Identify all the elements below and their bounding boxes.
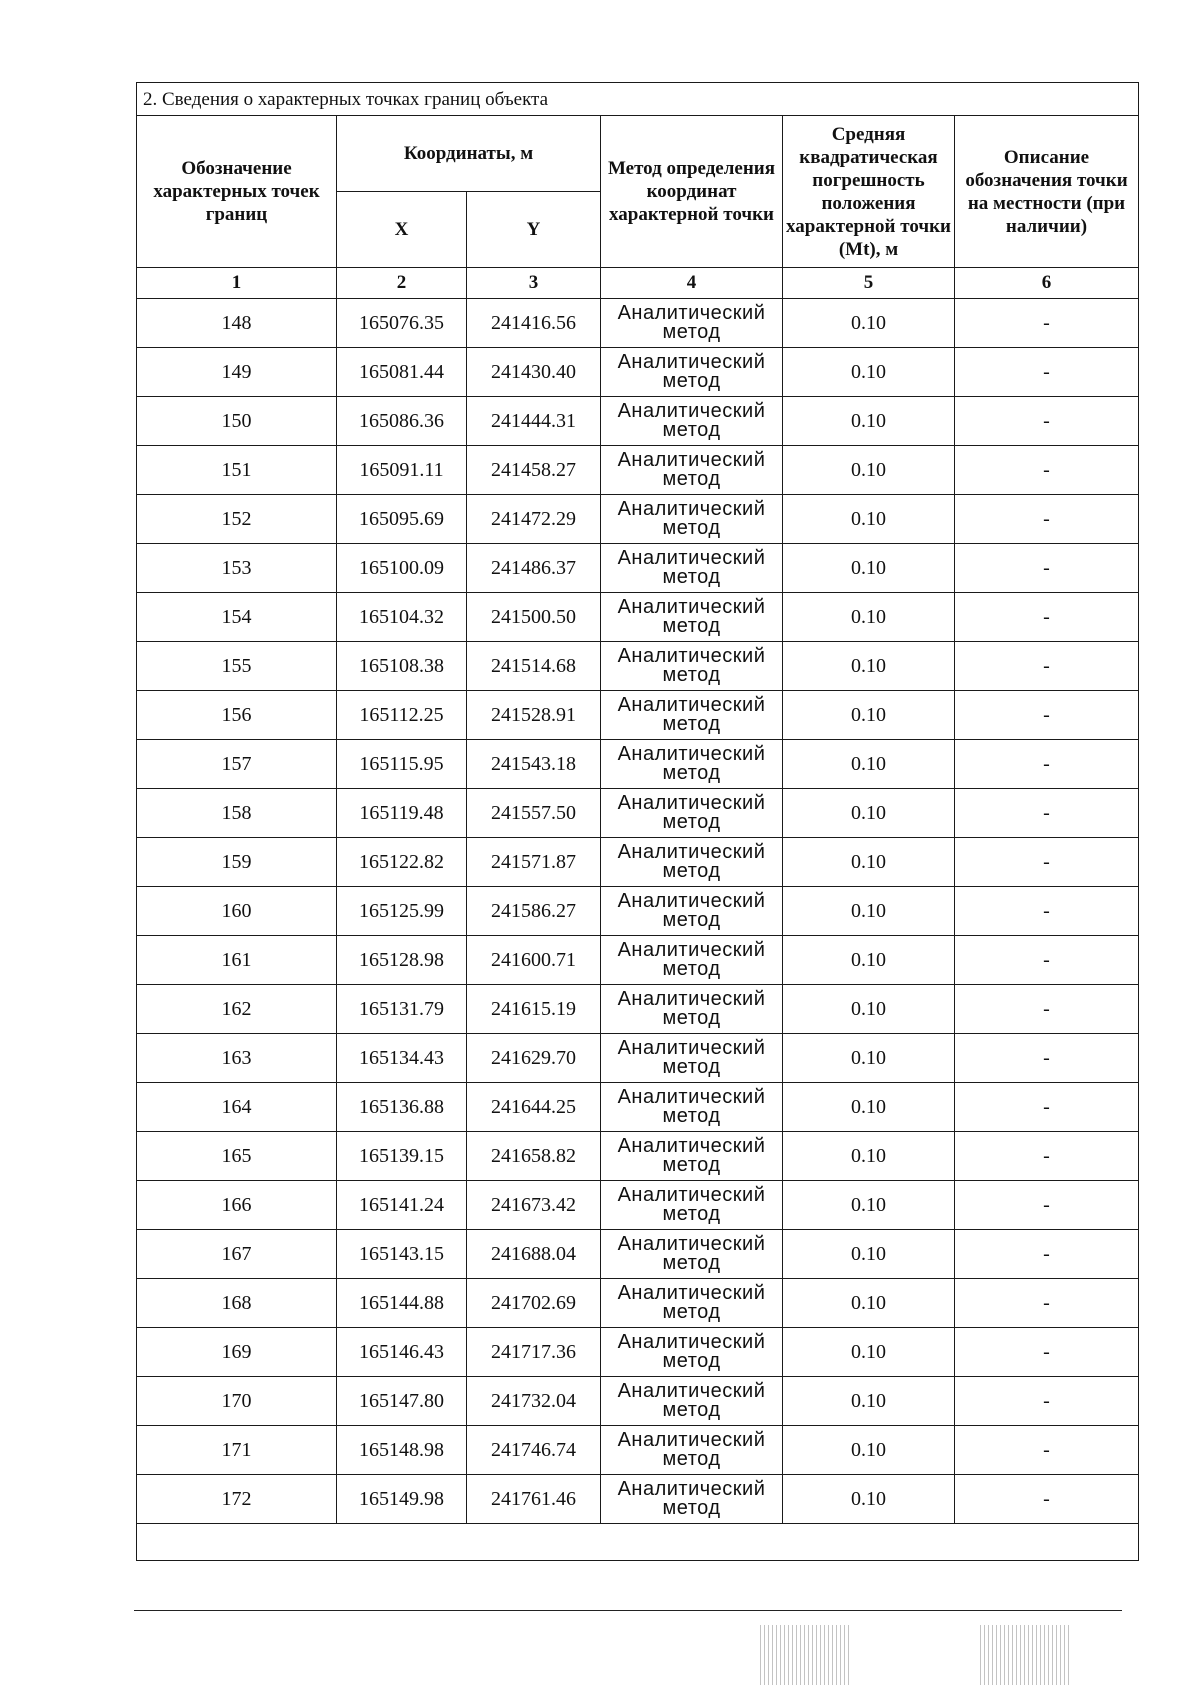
error-cell: 0.10: [783, 887, 955, 936]
y-coordinate-cell: 241702.69: [467, 1279, 601, 1328]
y-coordinate-cell: 241430.40: [467, 348, 601, 397]
table-row: [137, 1230, 1139, 1279]
method-cell: Аналитический метод: [601, 1426, 783, 1475]
method-cell: Аналитический метод: [601, 1132, 783, 1181]
x-coordinate-cell: 165128.98: [337, 936, 467, 985]
point-cell: 171: [137, 1426, 337, 1475]
error-cell: 0.10: [783, 1377, 955, 1426]
header-coordinates: Координаты, м: [337, 116, 601, 192]
description-cell: -: [955, 348, 1139, 397]
description-cell: -: [955, 789, 1139, 838]
y-coordinate-cell: 241600.71: [467, 936, 601, 985]
table-row: [137, 397, 1139, 446]
x-coordinate-cell: 165119.48: [337, 789, 467, 838]
method-cell: Аналитический метод: [601, 1083, 783, 1132]
point-cell: 150: [137, 397, 337, 446]
description-cell: -: [955, 1377, 1139, 1426]
table-row: [137, 887, 1139, 936]
table-row: [137, 446, 1139, 495]
point-cell: 169: [137, 1328, 337, 1377]
y-coordinate-cell: 241761.46: [467, 1475, 601, 1524]
method-cell: Аналитический метод: [601, 397, 783, 446]
point-cell: 170: [137, 1377, 337, 1426]
column-number: 5: [783, 268, 955, 299]
x-coordinate-cell: 165141.24: [337, 1181, 467, 1230]
x-coordinate-cell: 165147.80: [337, 1377, 467, 1426]
error-cell: 0.10: [783, 789, 955, 838]
method-cell: Аналитический метод: [601, 789, 783, 838]
method-cell: Аналитический метод: [601, 887, 783, 936]
y-coordinate-cell: 241615.19: [467, 985, 601, 1034]
boundary-points-table: [136, 82, 1139, 1561]
table-row: [137, 985, 1139, 1034]
points-sheet: [136, 82, 1138, 1561]
table-row: [137, 1034, 1139, 1083]
y-coordinate-cell: 241629.70: [467, 1034, 601, 1083]
description-cell: -: [955, 1328, 1139, 1377]
table-row: [137, 1083, 1139, 1132]
table-row: [137, 544, 1139, 593]
y-coordinate-cell: 241717.36: [467, 1328, 601, 1377]
point-cell: 160: [137, 887, 337, 936]
x-coordinate-cell: 165148.98: [337, 1426, 467, 1475]
description-cell: -: [955, 985, 1139, 1034]
point-cell: 159: [137, 838, 337, 887]
y-coordinate-cell: 241688.04: [467, 1230, 601, 1279]
table-row: [137, 348, 1139, 397]
x-coordinate-cell: 165095.69: [337, 495, 467, 544]
point-cell: 161: [137, 936, 337, 985]
y-coordinate-cell: 241458.27: [467, 446, 601, 495]
method-cell: Аналитический метод: [601, 1034, 783, 1083]
x-coordinate-cell: 165146.43: [337, 1328, 467, 1377]
point-cell: 157: [137, 740, 337, 789]
error-cell: 0.10: [783, 691, 955, 740]
method-cell: Аналитический метод: [601, 1181, 783, 1230]
error-cell: 0.10: [783, 544, 955, 593]
x-coordinate-cell: 165139.15: [337, 1132, 467, 1181]
description-cell: -: [955, 936, 1139, 985]
method-cell: Аналитический метод: [601, 299, 783, 348]
y-coordinate-cell: 241416.56: [467, 299, 601, 348]
x-coordinate-cell: 165108.38: [337, 642, 467, 691]
point-cell: 158: [137, 789, 337, 838]
point-cell: 148: [137, 299, 337, 348]
description-cell: -: [955, 838, 1139, 887]
point-cell: 168: [137, 1279, 337, 1328]
x-coordinate-cell: 165131.79: [337, 985, 467, 1034]
description-cell: -: [955, 1181, 1139, 1230]
table-row: [137, 740, 1139, 789]
section-title: 2. Сведения о характерных точках границ объекта: [137, 83, 1139, 116]
header-description: Описание обозначения точки на местности (при наличии): [955, 116, 1139, 268]
description-cell: -: [955, 1083, 1139, 1132]
description-cell: -: [955, 1279, 1139, 1328]
column-number: 6: [955, 268, 1139, 299]
method-cell: Аналитический метод: [601, 1377, 783, 1426]
error-cell: 0.10: [783, 1279, 955, 1328]
description-cell: -: [955, 1132, 1139, 1181]
column-number: 3: [467, 268, 601, 299]
method-cell: Аналитический метод: [601, 1328, 783, 1377]
method-cell: Аналитический метод: [601, 838, 783, 887]
description-cell: -: [955, 446, 1139, 495]
header-error: Средняя квадратическая погрешность положения характерной точки (Mt), м: [783, 116, 955, 268]
x-coordinate-cell: 165091.11: [337, 446, 467, 495]
point-cell: 153: [137, 544, 337, 593]
x-coordinate-cell: 165104.32: [337, 593, 467, 642]
y-coordinate-cell: 241500.50: [467, 593, 601, 642]
x-coordinate-cell: 165112.25: [337, 691, 467, 740]
empty-footer-row: [137, 1524, 1139, 1561]
header-x: X: [337, 192, 467, 268]
method-cell: Аналитический метод: [601, 642, 783, 691]
table-row: [137, 789, 1139, 838]
table-row: [137, 299, 1139, 348]
x-coordinate-cell: 165122.82: [337, 838, 467, 887]
header-y: Y: [467, 192, 601, 268]
error-cell: 0.10: [783, 1328, 955, 1377]
x-coordinate-cell: 165100.09: [337, 544, 467, 593]
scan-stamp-mark: [760, 1625, 850, 1685]
x-coordinate-cell: 165149.98: [337, 1475, 467, 1524]
point-cell: 154: [137, 593, 337, 642]
point-cell: 155: [137, 642, 337, 691]
method-cell: Аналитический метод: [601, 740, 783, 789]
error-cell: 0.10: [783, 1230, 955, 1279]
description-cell: -: [955, 1475, 1139, 1524]
point-cell: 151: [137, 446, 337, 495]
y-coordinate-cell: 241528.91: [467, 691, 601, 740]
point-cell: 172: [137, 1475, 337, 1524]
method-cell: Аналитический метод: [601, 1230, 783, 1279]
error-cell: 0.10: [783, 985, 955, 1034]
table-row: [137, 495, 1139, 544]
error-cell: 0.10: [783, 1475, 955, 1524]
y-coordinate-cell: 241673.42: [467, 1181, 601, 1230]
method-cell: Аналитический метод: [601, 1475, 783, 1524]
header-point-designation: Обозначение характерных точек границ: [137, 116, 337, 268]
description-cell: -: [955, 1426, 1139, 1475]
description-cell: -: [955, 397, 1139, 446]
y-coordinate-cell: 241586.27: [467, 887, 601, 936]
header-method: Метод определения координат характерной точки: [601, 116, 783, 268]
table-row: [137, 1475, 1139, 1524]
scan-stamp-mark: [980, 1625, 1070, 1685]
point-cell: 152: [137, 495, 337, 544]
table-row: [137, 1426, 1139, 1475]
method-cell: Аналитический метод: [601, 495, 783, 544]
y-coordinate-cell: 241444.31: [467, 397, 601, 446]
error-cell: 0.10: [783, 838, 955, 887]
description-cell: -: [955, 593, 1139, 642]
point-cell: 163: [137, 1034, 337, 1083]
description-cell: -: [955, 887, 1139, 936]
error-cell: 0.10: [783, 1132, 955, 1181]
y-coordinate-cell: 241571.87: [467, 838, 601, 887]
x-coordinate-cell: 165134.43: [337, 1034, 467, 1083]
table-row: [137, 1132, 1139, 1181]
y-coordinate-cell: 241732.04: [467, 1377, 601, 1426]
column-number: 1: [137, 268, 337, 299]
error-cell: 0.10: [783, 1181, 955, 1230]
error-cell: 0.10: [783, 1426, 955, 1475]
x-coordinate-cell: 165115.95: [337, 740, 467, 789]
method-cell: Аналитический метод: [601, 446, 783, 495]
y-coordinate-cell: 241514.68: [467, 642, 601, 691]
table-row: [137, 691, 1139, 740]
error-cell: 0.10: [783, 936, 955, 985]
table-row: [137, 936, 1139, 985]
error-cell: 0.10: [783, 397, 955, 446]
error-cell: 0.10: [783, 446, 955, 495]
table-row: [137, 1181, 1139, 1230]
error-cell: 0.10: [783, 348, 955, 397]
y-coordinate-cell: 241746.74: [467, 1426, 601, 1475]
bottom-rule: [134, 1610, 1122, 1611]
x-coordinate-cell: 165081.44: [337, 348, 467, 397]
y-coordinate-cell: 241472.29: [467, 495, 601, 544]
column-number: 4: [601, 268, 783, 299]
point-cell: 162: [137, 985, 337, 1034]
method-cell: Аналитический метод: [601, 691, 783, 740]
point-cell: 167: [137, 1230, 337, 1279]
point-cell: 156: [137, 691, 337, 740]
description-cell: -: [955, 740, 1139, 789]
point-cell: 164: [137, 1083, 337, 1132]
method-cell: Аналитический метод: [601, 348, 783, 397]
description-cell: -: [955, 642, 1139, 691]
x-coordinate-cell: 165125.99: [337, 887, 467, 936]
y-coordinate-cell: 241658.82: [467, 1132, 601, 1181]
point-cell: 165: [137, 1132, 337, 1181]
table-row: [137, 593, 1139, 642]
error-cell: 0.10: [783, 642, 955, 691]
x-coordinate-cell: 165086.36: [337, 397, 467, 446]
description-cell: -: [955, 495, 1139, 544]
description-cell: -: [955, 544, 1139, 593]
x-coordinate-cell: 165136.88: [337, 1083, 467, 1132]
x-coordinate-cell: 165143.15: [337, 1230, 467, 1279]
point-cell: 149: [137, 348, 337, 397]
table-body: [137, 299, 1139, 1524]
error-cell: 0.10: [783, 1083, 955, 1132]
error-cell: 0.10: [783, 740, 955, 789]
column-number-row: [137, 268, 1139, 299]
y-coordinate-cell: 241486.37: [467, 544, 601, 593]
method-cell: Аналитический метод: [601, 936, 783, 985]
description-cell: -: [955, 1230, 1139, 1279]
column-number: 2: [337, 268, 467, 299]
table-row: [137, 1279, 1139, 1328]
method-cell: Аналитический метод: [601, 593, 783, 642]
y-coordinate-cell: 241543.18: [467, 740, 601, 789]
table-row: [137, 1328, 1139, 1377]
x-coordinate-cell: 165076.35: [337, 299, 467, 348]
table-row: [137, 1377, 1139, 1426]
method-cell: Аналитический метод: [601, 544, 783, 593]
description-cell: -: [955, 1034, 1139, 1083]
table-row: [137, 838, 1139, 887]
y-coordinate-cell: 241557.50: [467, 789, 601, 838]
error-cell: 0.10: [783, 593, 955, 642]
point-cell: 166: [137, 1181, 337, 1230]
error-cell: 0.10: [783, 495, 955, 544]
description-cell: -: [955, 691, 1139, 740]
method-cell: Аналитический метод: [601, 1279, 783, 1328]
table-row: [137, 642, 1139, 691]
x-coordinate-cell: 165144.88: [337, 1279, 467, 1328]
y-coordinate-cell: 241644.25: [467, 1083, 601, 1132]
method-cell: Аналитический метод: [601, 985, 783, 1034]
description-cell: -: [955, 299, 1139, 348]
error-cell: 0.10: [783, 299, 955, 348]
error-cell: 0.10: [783, 1034, 955, 1083]
